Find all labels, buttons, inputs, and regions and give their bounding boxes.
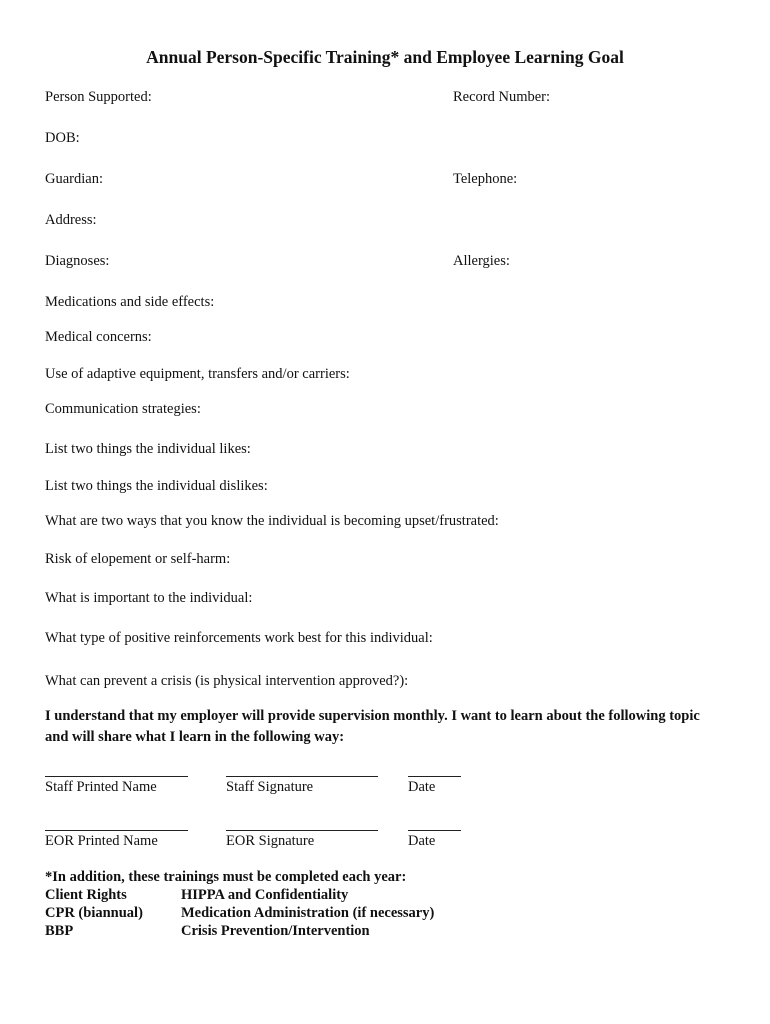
medical-concerns-label: Medical concerns: — [45, 329, 152, 345]
staff-signature-label: Staff Signature — [226, 779, 314, 795]
dislikes-label: List two things the individual dislikes: — [45, 478, 268, 494]
crisis-label: What can prevent a crisis (is physical intervention approved?): — [45, 673, 409, 689]
address-label: Address: — [45, 212, 97, 228]
eor-signature-line[interactable] — [226, 830, 378, 831]
elopement-label: Risk of elopement or self-harm: — [45, 551, 231, 567]
important-label: What is important to the individual: — [45, 590, 253, 606]
record-number-label: Record Number: — [453, 89, 551, 105]
eor-date-line[interactable] — [408, 830, 461, 831]
staff-name-label: Staff Printed Name — [45, 779, 157, 795]
allergies-label: Allergies: — [453, 253, 510, 269]
annual-trainings-heading: *In addition, these trainings must be completed each year: — [45, 869, 407, 885]
staff-signature-line[interactable] — [226, 776, 378, 777]
person-supported-label: Person Supported: — [45, 89, 152, 105]
guardian-label: Guardian: — [45, 171, 103, 187]
staff-date-line[interactable] — [408, 776, 461, 777]
eor-date-label: Date — [408, 833, 436, 849]
telephone-label: Telephone: — [453, 171, 518, 187]
form-title: Annual Person-Specific Training* and Employee Learning Goal — [146, 47, 624, 67]
staff-date-label: Date — [408, 779, 436, 795]
training-item: Crisis Prevention/Intervention — [181, 923, 370, 939]
likes-label: List two things the individual likes: — [45, 441, 251, 457]
adaptive-equipment-label: Use of adaptive equipment, transfers and/or carriers: — [45, 366, 350, 382]
dob-label: DOB: — [45, 130, 80, 146]
training-item: Client Rights — [45, 887, 127, 903]
training-item: HIPPA and Confidentiality — [181, 887, 349, 903]
eor-name-line[interactable] — [45, 830, 188, 831]
training-item: Medication Administration (if necessary) — [181, 905, 435, 921]
diagnoses-label: Diagnoses: — [45, 253, 110, 269]
reinforcements-label: What type of positive reinforcements work best for this individual: — [45, 630, 433, 646]
upset-label: What are two ways that you know the individual is becoming upset/frustrated: — [45, 513, 499, 529]
medications-label: Medications and side effects: — [45, 294, 215, 310]
training-item: CPR (biannual) — [45, 905, 143, 921]
supervision-statement: I understand that my employer will provide supervision monthly. I want to learn about the following topic and will share what I learn in the following way: — [45, 708, 700, 745]
training-item: BBP — [45, 923, 74, 939]
communication-label: Communication strategies: — [45, 401, 201, 417]
eor-signature-label: EOR Signature — [226, 833, 315, 849]
eor-name-label: EOR Printed Name — [45, 833, 158, 849]
staff-name-line[interactable] — [45, 776, 188, 777]
